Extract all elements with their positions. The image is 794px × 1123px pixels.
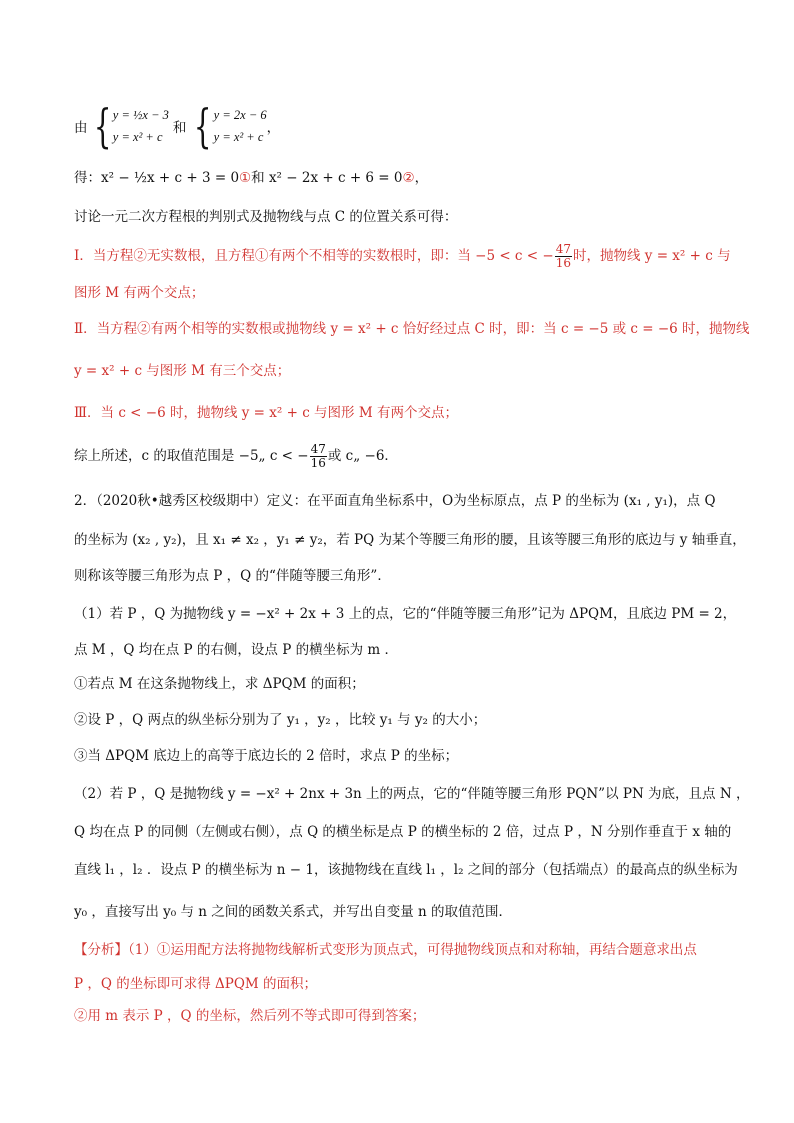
- equation-1-text: 得：x² − ½x + c + 3 = 0: [74, 170, 240, 186]
- case-2-line-2: y = x² + c 与图形 M 有三个交点；: [74, 363, 291, 379]
- case-1-text: 当方程②无实数根，且方程①有两个不相等的实数根时，即：当 −5 < c < −: [92, 248, 554, 264]
- discussion-line: 讨论一元二次方程根的判别式及抛物线与点 C 的位置关系可得：: [74, 209, 458, 225]
- left-brace-icon: {: [93, 99, 111, 153]
- part-2-line-2: Q 均在点 P 的同侧（左侧或右侧），点 Q 的横坐标是点 P 的横坐标的 2 倍，过点 P ，N 分别作垂直于 x 轴的: [74, 824, 732, 840]
- system2-eq2: y = x² + c: [213, 130, 264, 144]
- comma-text: ，: [266, 120, 281, 136]
- conclusion-text: 综上所述，c 的取值范围是 −5„ c < −: [74, 448, 309, 464]
- fraction-47-16: [555, 243, 572, 270]
- system2-eq1: y = 2x − 6: [213, 108, 267, 122]
- part-1-q2: ②设 P ，Q 两点的纵坐标分别为了 y₁ ，y₂ ，比较 y₁ 与 y₂ 的大小；: [74, 712, 487, 728]
- left-brace-icon: {: [194, 99, 212, 153]
- system1-eq2: y = x² + c: [112, 130, 163, 144]
- case-1-end: 时，抛物线 y = x² + c 与: [572, 248, 731, 264]
- derived-equations-line: [74, 168, 734, 188]
- part-1-q1: ①若点 M 在这条抛物线上，求 ΔPQM 的面积；: [74, 676, 365, 692]
- analysis-text: （1）①运用配方法将抛物线解析式变形为顶点式，可得抛物线顶点和对称轴，再结合题意求出点: [128, 942, 697, 958]
- conclusion-end: 或 c„ −6．: [327, 448, 398, 464]
- case-2-line: [74, 319, 750, 339]
- part-1-q3: ③当 ΔPQM 底边上的高等于底边长的 2 倍时，求点 P 的坐标；: [74, 748, 459, 764]
- line-end: ，: [414, 170, 429, 186]
- problem-2-line-2: 的坐标为 (x₂ , y₂)，且 x₁ ≠ x₂ ，y₁ ≠ y₂，若 PQ 为某个等腰三角形的腰，且该等腰三角形的底边与 y 轴垂直，: [74, 532, 746, 548]
- denominator: 16: [555, 256, 571, 270]
- part-2-line: （2）若 P ，Q 是抛物线 y = −x² + 2nx + 3n 上的两点，它的“伴随等腰三角形 PQN”以 PN 为底，且点 N ，: [74, 786, 750, 802]
- case-1-tag: Ⅰ．: [74, 248, 93, 264]
- analysis-line-2: P ，Q 的坐标即可求得 ΔPQM 的面积；: [74, 976, 318, 992]
- equation-2-text: 和 x² − 2x + c + 6 = 0: [251, 170, 403, 186]
- equation-system-1: [113, 104, 169, 148]
- case-2-tag: Ⅱ．: [74, 321, 97, 337]
- and-text: 和: [172, 120, 187, 136]
- fraction-47-16: [310, 443, 327, 470]
- system1-eq1: y = ½x − 3: [112, 108, 169, 122]
- analysis-line-3: ②用 m 表示 P ，Q 的坐标，然后列不等式即可得到答案；: [74, 1008, 426, 1024]
- problem-2-header: 2．（2020秋•越秀区校级期中）定义：在平面直角坐标系中，O为坐标原点，点 P 的坐标为 (x₁ , y₁)，点 Q: [74, 493, 716, 509]
- case-3-text: 当 c < −6 时，抛物线 y = x² + c 与图形 M 有两个交点；: [100, 405, 458, 421]
- part-1-line: （1）若 P ，Q 为抛物线 y = −x² + 2x + 3 上的点，它的“伴随等腰三角形”记为 ΔPQM，且底边 PM = 2，: [74, 606, 737, 622]
- analysis-tag: 【分析】: [74, 942, 128, 958]
- case-1-line: [74, 243, 734, 270]
- problem-2-line-3: 则称该等腰三角形为点 P ，Q 的“伴随等腰三角形”．: [74, 568, 391, 584]
- conclusion-line: [74, 443, 734, 470]
- numerator: 47: [310, 442, 326, 456]
- case-1-line-2: 图形 M 有两个交点；: [74, 285, 205, 301]
- equation-system-2: [214, 104, 267, 148]
- numerator: 47: [555, 242, 571, 256]
- analysis-line: [74, 940, 734, 960]
- part-2-line-3: 直线 l₁ ，l₂ ．设点 P 的横坐标为 n − 1，该抛物线在直线 l₁ ，l₂ 之间的部分（包括端点）的最高点的纵坐标为: [74, 862, 738, 878]
- system-equations-line: [74, 99, 281, 153]
- marker-2: ②: [402, 170, 415, 186]
- prefix-text: 由: [74, 120, 88, 136]
- case-3-line: [74, 403, 734, 423]
- part-1-line-2: 点 M ，Q 均在点 P 的右侧，设点 P 的横坐标为 m ．: [74, 642, 398, 658]
- denominator: 16: [310, 456, 326, 470]
- case-3-tag: Ⅲ．: [74, 405, 101, 421]
- part-2-line-4: y₀ ，直接写出 y₀ 与 n 之间的函数关系式，并写出自变量 n 的取值范围．: [74, 904, 513, 920]
- case-2-text: 当方程②有两个相等的实数根或抛物线 y = x² + c 恰好经过点 C 时，即：当 c = −5 或 c = −6 时，抛物线: [96, 321, 750, 337]
- marker-1: ①: [239, 170, 252, 186]
